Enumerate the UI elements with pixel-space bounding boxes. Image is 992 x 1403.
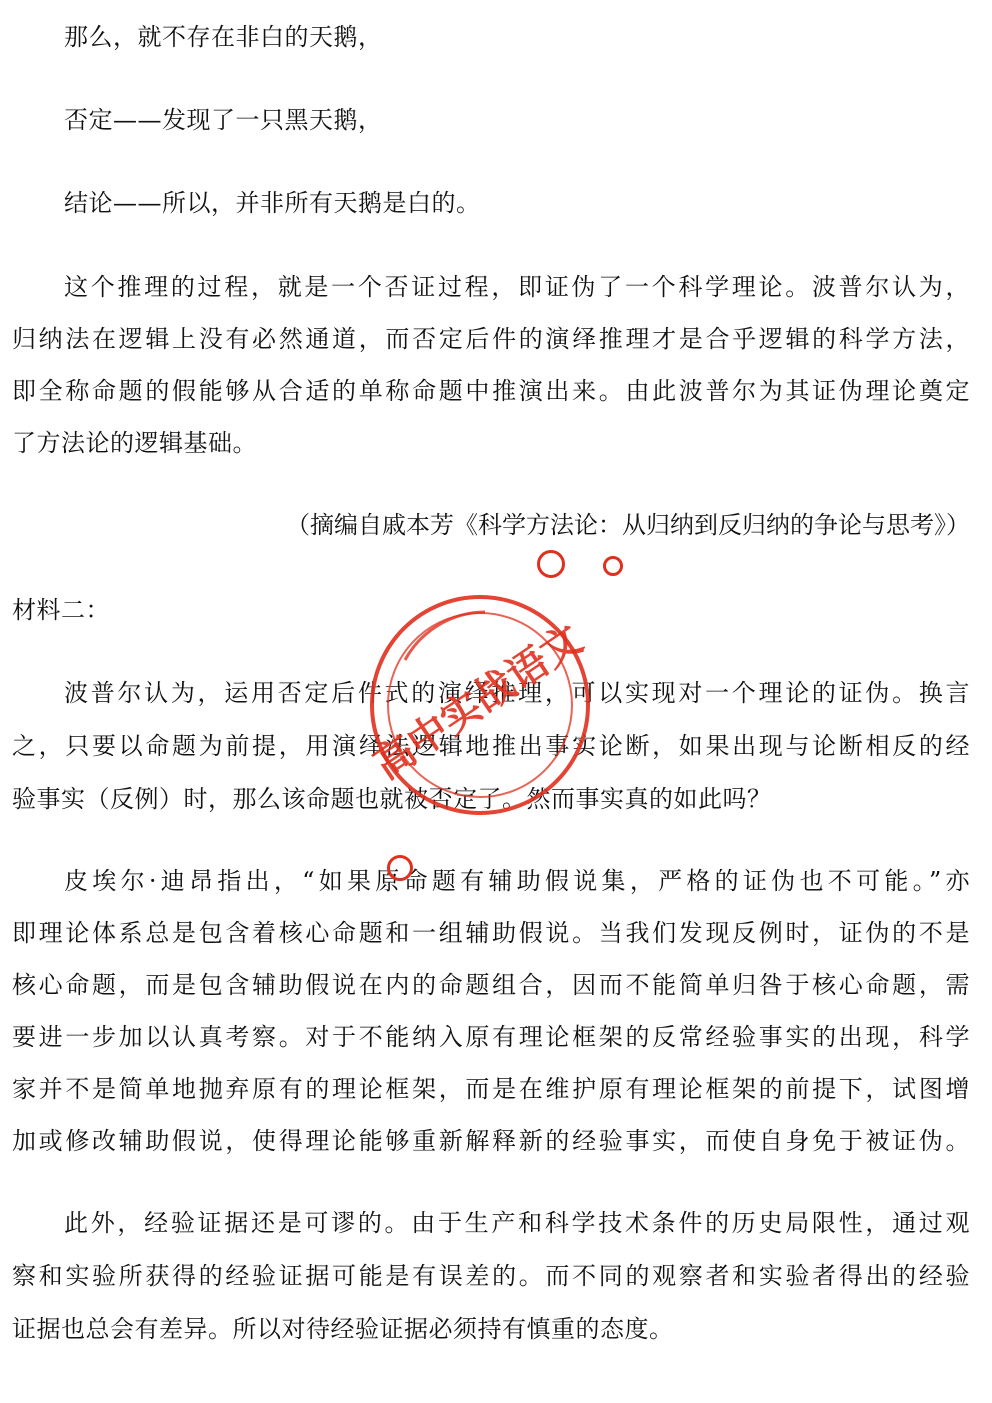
paragraph-line: 了方法论的逻辑基础。: [12, 429, 257, 457]
paragraph-line: 要进一步加以认真考察。对于不能纳入原有理论框架的反常经验事实的出现，科学: [12, 1023, 970, 1051]
paragraph-line: 归纳法在逻辑上没有必然通道，而否定后件的演绎推理才是合乎逻辑的科学方法，: [12, 325, 970, 353]
paragraph-line: 即全称命题的假能够从合适的单称命题中推演出来。由此波普尔为其证伪理论奠定: [12, 377, 970, 405]
text-line: 结论——所以，并非所有天鹅是白的。: [64, 189, 481, 217]
paragraph-line: 波普尔认为，运用否定后件式的演绎推理，可以实现对一个理论的证伪。换言: [64, 679, 970, 707]
paragraph-line: 这个推理的过程，就是一个否证过程，即证伪了一个科学理论。波普尔认为，: [64, 273, 970, 301]
paragraph-line: 加或修改辅助假说，使得理论能够重新解释新的经验事实，而使自身免于被证伪。: [12, 1127, 970, 1155]
stamp-text: 高中实战语文: [365, 616, 591, 789]
stamp-dot-ring: [603, 556, 623, 576]
text-line: 否定——发现了一只黑天鹅，: [64, 106, 383, 134]
paragraph-line: 之，只要以命题为前提，用演绎法逻辑地推出事实论断，如果出现与论断相反的经: [12, 732, 970, 760]
paragraph-line: 验事实（反例）时，那么该命题也就被否定了。然而事实真的如此吗？: [12, 785, 772, 813]
text-line: 那么，就不存在非白的天鹅，: [64, 23, 383, 51]
paragraph-line: 即理论体系总是包含着核心命题和一组辅助假说。当我们发现反例时，证伪的不是: [12, 919, 970, 947]
paragraph-line: 家并不是简单地抛弃原有的理论框架，而是在维护原有理论框架的前提下，试图增: [12, 1075, 970, 1103]
paragraph-line: 证据也总会有差异。所以对待经验证据必须持有慎重的态度。: [12, 1315, 674, 1343]
paragraph-line: 察和实验所获得的经验证据可能是有误差的。而不同的观察者和实验者得出的经验: [12, 1262, 970, 1290]
paragraph-line: 核心命题，而是包含辅助假说在内的命题组合，因而不能简单归咎于核心命题，需: [12, 971, 970, 999]
paragraph-line: 皮埃尔·迪昂指出，“如果原命题有辅助假说集，严格的证伪也不可能。”亦: [64, 867, 970, 895]
source-citation: （摘编自戚本芳《科学方法论：从归纳到反归纳的争论与思考》）: [286, 511, 970, 539]
stamp-dot-ring: [537, 550, 565, 578]
paragraph-line: 此外，经验证据还是可谬的。由于生产和科学技术条件的历史局限性，通过观: [64, 1209, 970, 1237]
section-heading: 材料二：: [12, 596, 110, 624]
